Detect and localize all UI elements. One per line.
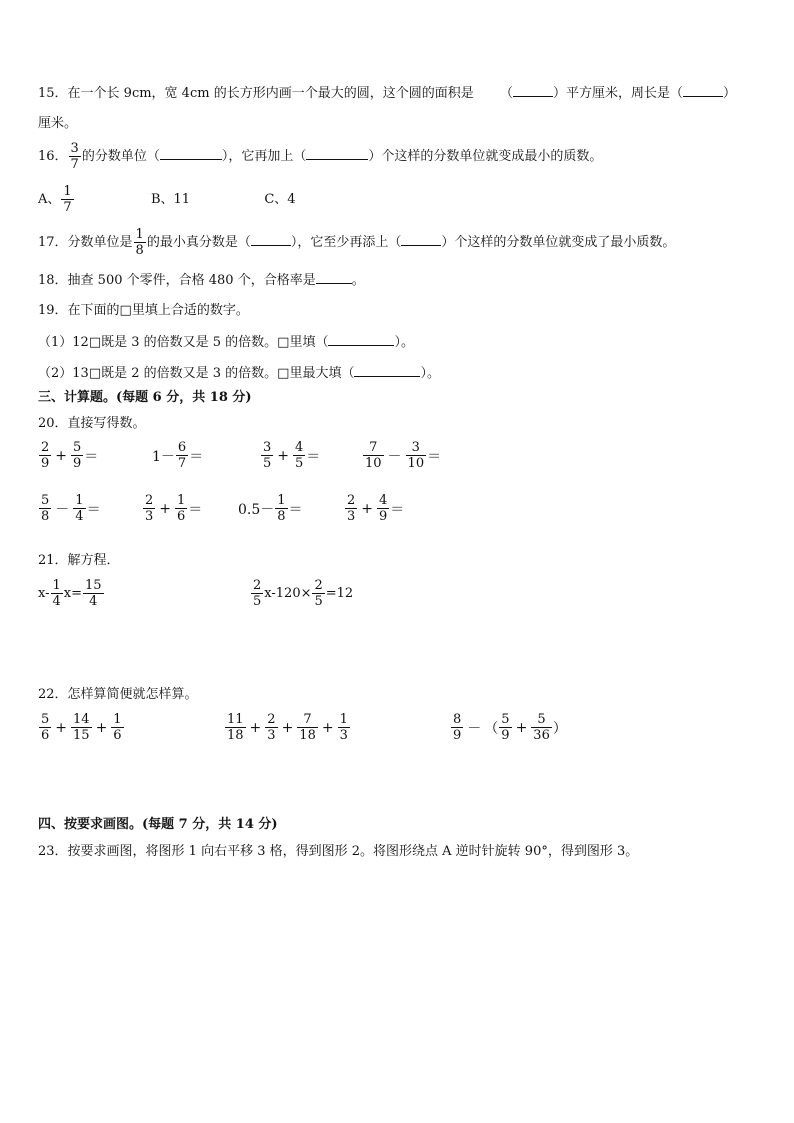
q20-expr-1: $\frac{2}{9}$ + $\frac{5}{9}$ ＝ (41, 440, 99, 471)
question-19-part-2: （2）13□既是 2 的倍数又是 3 的倍数。□里最大填（ ）。 (38, 366, 440, 381)
question-17: 17．分数单位是 $\frac{1}{8}$ 的最小真分数是（ ），它至少再添上（ ）个这样的分数单位就变成了最小质数。 (38, 227, 676, 258)
section-3-heading: 三、计算题。(每题 6 分，共 18 分) (38, 390, 252, 405)
q22-expr-1: $\frac{5}{6}$ + $\frac{14}{15}$ + $\frac{1}{6}$ (41, 712, 122, 743)
q16-fraction: $\frac{3}{7}$ (70, 141, 79, 172)
option-c[interactable]: C、4 (264, 192, 296, 207)
option-a[interactable]: A、 $\frac{1}{7}$ (38, 184, 72, 215)
q21-equation-2: $\frac{2}{5}$ x-120× $\frac{2}{5}$ =12 (253, 578, 354, 609)
q16-blank-count[interactable] (306, 147, 368, 160)
q15-text: 15．在一个长 9cm，宽 4cm 的长方形内画一个最大的圆，这个圆的面积是 (38, 86, 474, 101)
q17-fraction: $\frac{1}{8}$ (135, 227, 144, 258)
question-18: 18．抽查 500 个零件，合格 480 个，合格率是 。 (38, 273, 365, 288)
q22-expr-3: $\frac{8}{9}$ － （ $\frac{5}{9}$ + $\frac{5}{36}$ ） (453, 712, 567, 743)
q22-expr-2: $\frac{11}{18}$ + $\frac{2}{3}$ + $\frac{7}{18}$ + $\frac{1}{3}$ (227, 712, 348, 743)
option-b[interactable]: B、11 (150, 192, 191, 207)
question-19-part-1: （1）12□既是 3 的倍数又是 5 的倍数。□里填（ ）。 (38, 335, 414, 350)
q19-p1-blank[interactable] (328, 333, 394, 346)
question-16: 16． $\frac{3}{7}$ 的分数单位（ ），它再加上（ ）个这样的分数单位就变成最小的质数。 (38, 141, 603, 172)
q20-expr-8: $\frac{2}{3}$ + $\frac{4}{9}$ ＝ (347, 493, 405, 524)
q20-expr-4: $\frac{7}{10}$ － $\frac{3}{10}$ ＝ (365, 440, 442, 471)
question-23: 23．按要求画图，将图形 1 向右平移 3 格，得到图形 2。将图形绕点 A 逆时针旋转 90°，得到图形 3。 (38, 844, 639, 859)
q20-expr-3: $\frac{3}{5}$ + $\frac{4}{5}$ ＝ (263, 440, 321, 471)
q20-expr-6: $\frac{2}{3}$ + $\frac{1}{6}$ ＝ (145, 493, 203, 524)
q16-blank-unit[interactable] (160, 147, 222, 160)
q19-p2-blank[interactable] (354, 364, 420, 377)
q17-blank-fraction[interactable] (251, 233, 291, 246)
q15-blank-area[interactable] (513, 84, 553, 97)
question-20-title: 20．直接写得数。 (38, 416, 146, 431)
q17-blank-count[interactable] (401, 233, 441, 246)
q15-blank-perimeter[interactable] (683, 84, 723, 97)
question-21-title: 21．解方程． (38, 553, 120, 568)
question-16-options (38, 184, 296, 216)
question-22-title: 22．怎样算简便就怎样算。 (38, 687, 198, 702)
q21-equation-1: x- $\frac{1}{4}$ x= $\frac{15}{4}$ (38, 578, 102, 609)
question-15-cont: 厘米。 (38, 116, 78, 131)
q20-expr-7: 0.5－ $\frac{1}{8}$ ＝ (238, 493, 303, 524)
question-15: 15．在一个长 9cm，宽 4cm 的长方形内画一个最大的圆，这个圆的面积是 （ ）平方厘米，周长是（ ） (38, 86, 737, 101)
q18-blank[interactable] (316, 271, 352, 284)
q20-expr-2: 1－ $\frac{6}{7}$ ＝ (152, 440, 204, 471)
question-19-title: 19．在下面的□里填上合适的数字。 (38, 303, 249, 318)
section-4-heading: 四、按要求画图。(每题 7 分，共 14 分) (38, 817, 278, 832)
q20-expr-5: $\frac{5}{8}$ － $\frac{1}{4}$ ＝ (41, 493, 101, 524)
